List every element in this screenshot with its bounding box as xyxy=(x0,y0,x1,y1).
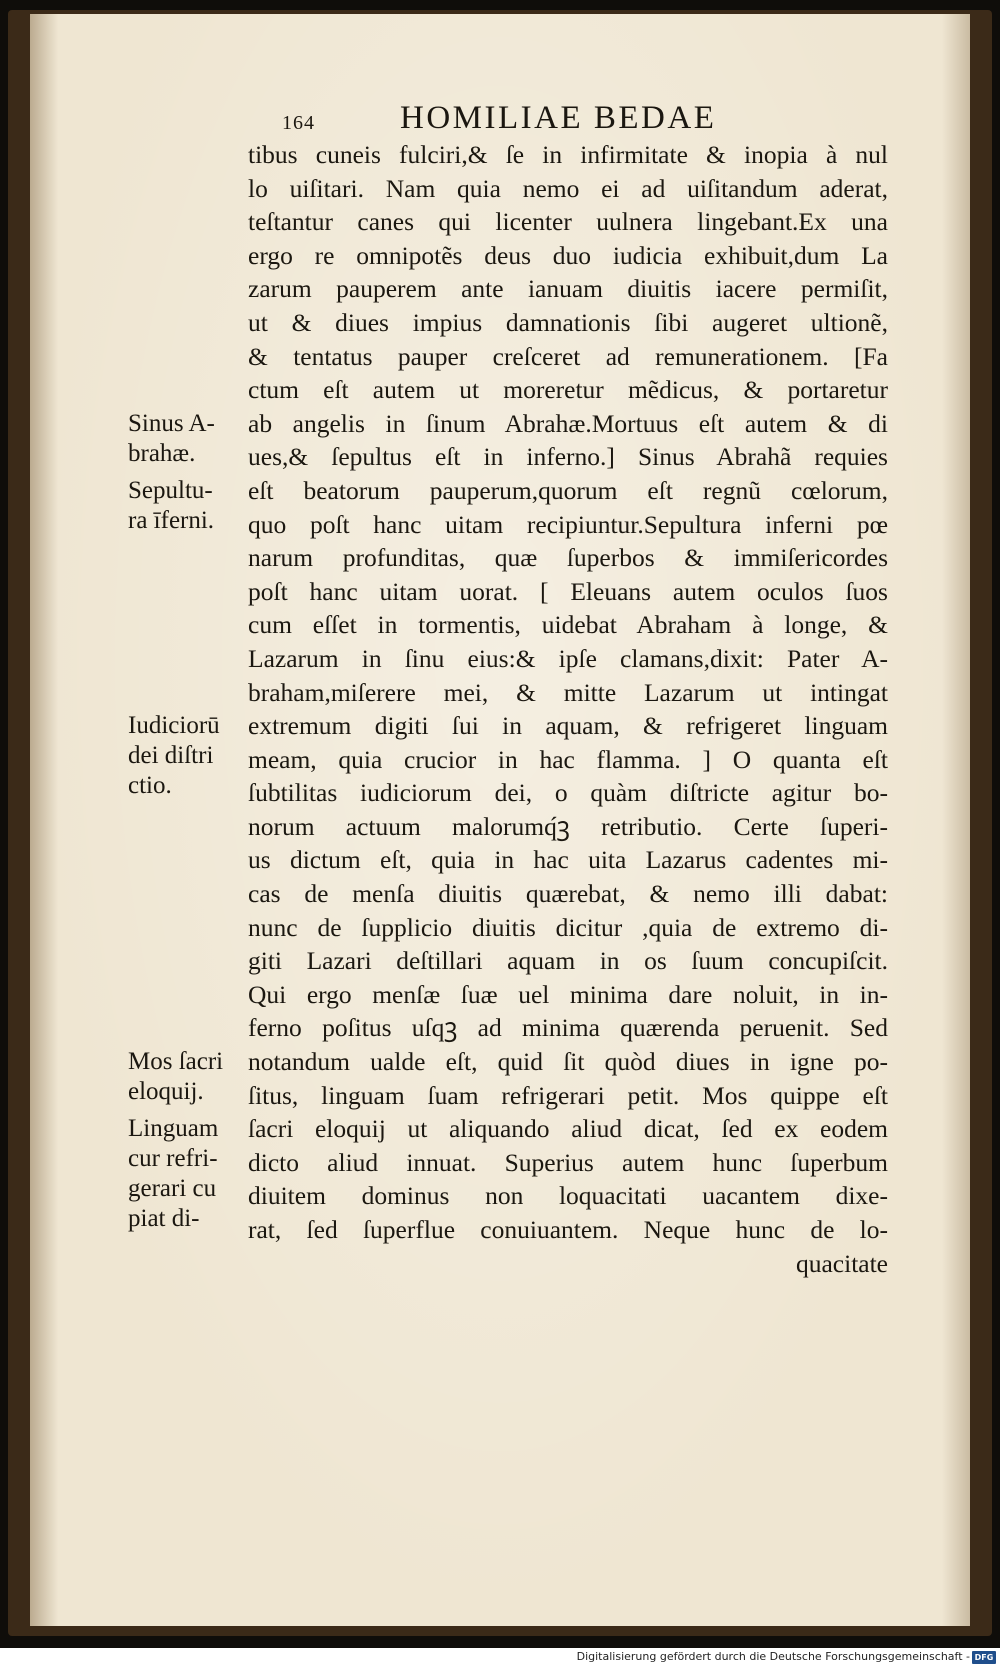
text-line: diuitem dominus non loquacitati uacantem dixe- xyxy=(248,1181,888,1211)
funding-credit: Digitalisierung gefördert durch die Deutsche Forschungsgemeinschaft - xyxy=(576,1650,970,1663)
text-line: nunc de ſupplicio diuitis dicitur ,quia de extremo di- xyxy=(248,912,888,942)
text-line: quo poſt hanc uitam recipiuntur.Sepultura inferni pœ xyxy=(248,509,888,539)
text-line: ues,& ſepultus eſt in inferno.] Sinus Abrahã requies xyxy=(248,442,888,472)
text-line: teſtantur canes qui licenter uulnera lingebant.Ex una xyxy=(248,207,888,237)
text-line: ſacri eloquij ut aliquando aliud dicat, ſed ex eodem xyxy=(248,1114,888,1144)
margin-note: Linguam cur refri- gerari cu piat di- xyxy=(128,1115,219,1233)
page-number: 164 xyxy=(282,112,315,134)
dfg-logo: DFG xyxy=(972,1651,996,1664)
text-line: braham,miſerere mei, & mitte Lazarum ut intingat xyxy=(248,677,888,707)
text-line: lo uiſitari. Nam quia nemo ei ad uiſitandum aderat, xyxy=(248,173,888,203)
margin-note: Sepultu- ra īferni. xyxy=(128,477,215,534)
text-line: & tentatus pauper creſceret ad remunerationem. [Fa xyxy=(248,341,888,371)
text-line: norum actuum malorumq́ꝫ retributio. Certe ſuperi- xyxy=(248,811,888,841)
text-line: extremum digiti ſui in aquam, & refrigeret linguam xyxy=(248,711,888,741)
text-line: Qui ergo menſæ ſuæ uel minima dare noluit, in in- xyxy=(248,979,888,1009)
text-line: us dictum eſt, quia in hac uita Lazarus cadentes mi- xyxy=(248,845,888,875)
margin-note: Sinus A- brahæ. xyxy=(128,409,215,467)
text-line: meam, quia crucior in hac flamma. ] O quanta eſt xyxy=(248,744,888,774)
text-line: cum eſſet in tormentis, uidebat Abraham à longe, & xyxy=(248,610,888,640)
text-line: ut & diues impius damnationis ſibi augeret ultionẽ, xyxy=(248,307,888,337)
text-line: ſubtilitas iudiciorum dei, o quàm diſtricte agitur bo- xyxy=(248,778,888,808)
margin-note: Iudiciorū dei diſtri ctio. xyxy=(128,712,220,800)
text-line: cas de menſa diuitis quærebat, & nemo illi dabat: xyxy=(248,879,888,909)
text-line: poſt hanc uitam uorat. [ Eleuans autem oculos ſuos xyxy=(248,576,888,606)
text-line: notandum ualde eſt, quid ſit quòd diues in igne po- xyxy=(248,1047,888,1077)
margin-note: Mos ſacri eloquij. xyxy=(128,1048,224,1106)
text-line: narum profunditas, quæ ſuperbos & immiſericordes xyxy=(248,543,888,573)
running-title: HOMILIAE BEDAE xyxy=(400,100,717,136)
digitization-footer xyxy=(0,1648,1000,1668)
text-line: ſitus, linguam ſuam refrigerari petit. Mos quippe eſt xyxy=(248,1080,888,1110)
text-line: ab angelis in ſinum Abrahæ.Mortuus eſt autem & di xyxy=(248,408,888,438)
text-line: dicto aliud innuat. Superius autem hunc ſuperbum xyxy=(248,1147,888,1177)
text-line: zarum pauperem ante ianuam diuitis iacere permiſit, xyxy=(248,274,888,304)
text-line: ctum eſt autem ut moreretur mẽdicus, & portaretur xyxy=(248,375,888,405)
body-text xyxy=(248,138,888,1280)
text-line: ergo re omnipotẽs deus duo iudicia exhibuit,dum La xyxy=(248,240,888,270)
text-line: tibus cuneis fulciri,& ſe in infirmitate & inopia à nul xyxy=(248,140,888,169)
text-line: quacitate xyxy=(795,1248,888,1278)
text-line: eſt beatorum pauperum,quorum eſt regnũ cœlorum, xyxy=(248,475,888,505)
text-line: Lazarum in ſinu eius:& ipſe clamans,dixit: Pater A- xyxy=(248,643,888,673)
text-line: giti Lazari deſtillari aquam in os ſuum concupiſcit. xyxy=(248,946,888,976)
text-line: ferno poſitus uſqꝫ ad minima quærenda peruenit. Sed xyxy=(248,1013,888,1043)
text-line: rat, ſed ſuperflue conuiuantem. Neque hunc de lo- xyxy=(248,1215,888,1244)
